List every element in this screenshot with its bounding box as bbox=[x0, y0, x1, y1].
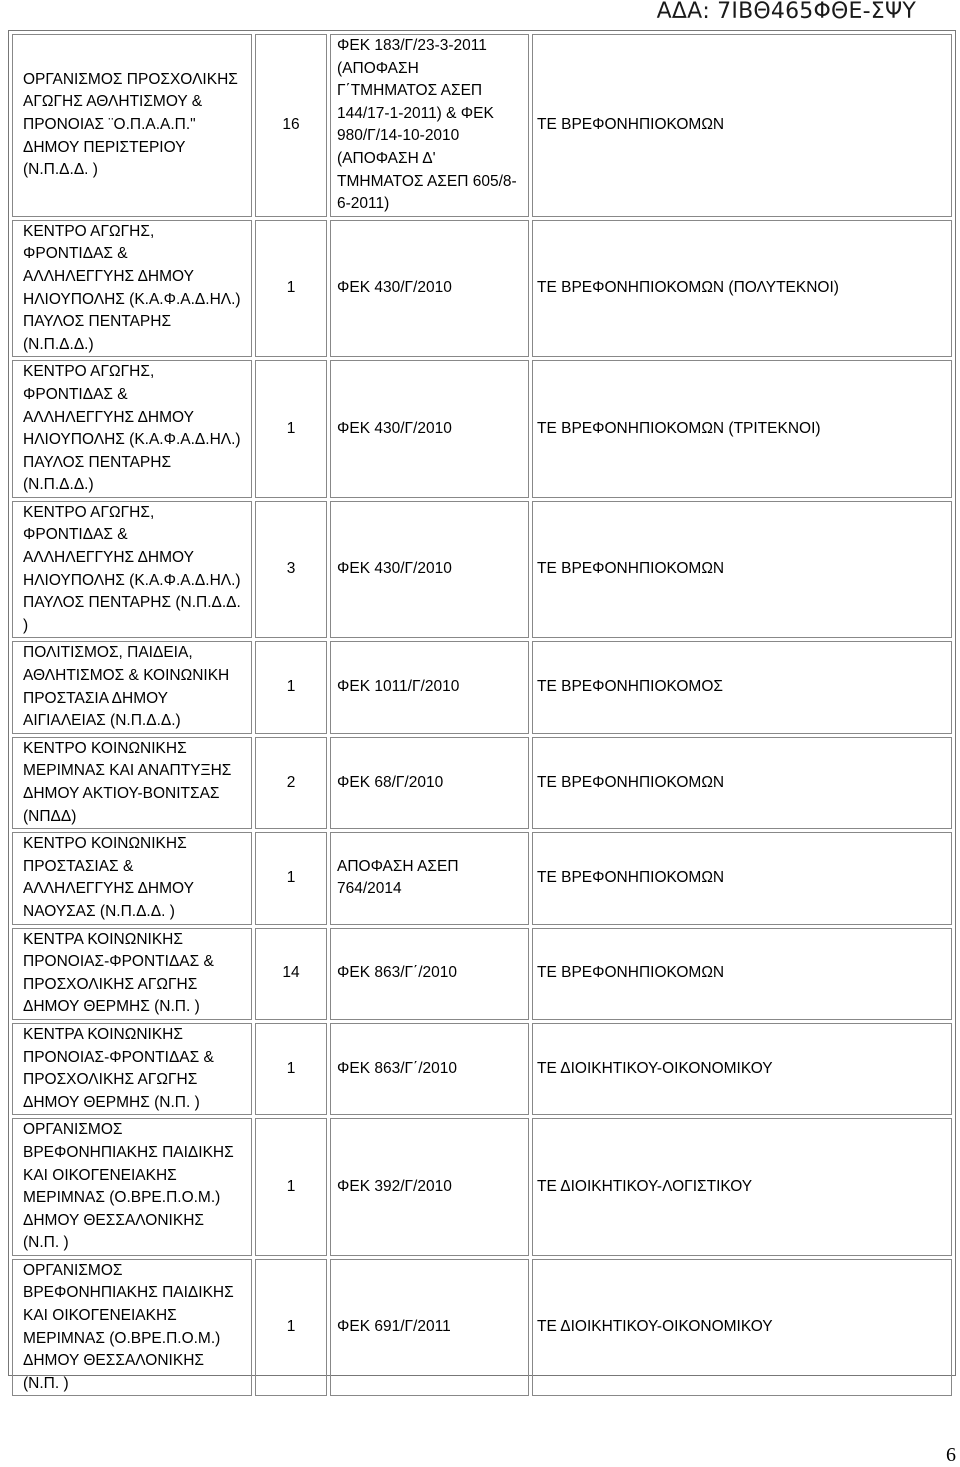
specialty-cell: ΤΕ ΔΙΟΙΚΗΤΙΚΟΥ-ΛΟΓΙΣΤΙΚΟΥ bbox=[532, 1118, 952, 1256]
positions-table bbox=[9, 31, 955, 1399]
ada-code: ΑΔΑ: 7ΙΒΘ465ΦΘΕ-ΣΨΥ bbox=[656, 0, 916, 24]
positions-cell: 1 bbox=[255, 832, 327, 924]
organization-cell: ΟΡΓΑΝΙΣΜΟΣ ΠΡΟΣΧΟΛΙΚΗΣ ΑΓΩΓΗΣ ΑΘΛΗΤΙΣΜΟΥ & ΠΡΟΝΟΙΑΣ ¨Ο.Π.Α.Α.Π." ΔΗΜΟΥ ΠΕΡΙΣΤΕΡΙΟΥ (Ν.Π.Δ.Δ. ) bbox=[12, 34, 252, 217]
table-row bbox=[12, 832, 952, 924]
fek-cell: ΦΕΚ 183/Γ/23-3-2011 (ΑΠΟΦΑΣΗ Γ΄ΤΜΗΜΑΤΟΣ ΑΣΕΠ 144/17-1-2011) & ΦΕΚ 980/Γ/14-10-2010 (ΑΠΟΦΑΣΗ Δ' ΤΜΗΜΑΤΟΣ ΑΣΕΠ 605/8-6-2011) bbox=[330, 34, 529, 217]
positions-cell: 14 bbox=[255, 928, 327, 1020]
positions-cell: 1 bbox=[255, 641, 327, 733]
organization-cell: ΟΡΓΑΝΙΣΜΟΣ ΒΡΕΦΟΝΗΠΙΑΚΗΣ ΠΑΙΔΙΚΗΣ ΚΑΙ ΟΙΚΟΓΕΝΕΙΑΚΗΣ ΜΕΡΙΜΝΑΣ (Ο.ΒΡΕ.Π.Ο.Μ.) ΔΗΜΟΥ ΘΕΣΣΑΛΟΝΙΚΗΣ (Ν.Π. ) bbox=[12, 1118, 252, 1256]
organization-cell: ΚΕΝΤΡΟ ΚΟΙΝΩΝΙΚΗΣ ΜΕΡΙΜΝΑΣ ΚΑΙ ΑΝΑΠΤΥΞΗΣ ΔΗΜΟΥ ΑΚΤΙΟΥ-ΒΟΝΙΤΣΑΣ (ΝΠΔΔ) bbox=[12, 737, 252, 829]
positions-cell: 1 bbox=[255, 1259, 327, 1397]
table-row bbox=[12, 360, 952, 498]
organization-cell: ΟΡΓΑΝΙΣΜΟΣ ΒΡΕΦΟΝΗΠΙΑΚΗΣ ΠΑΙΔΙΚΗΣ ΚΑΙ ΟΙΚΟΓΕΝΕΙΑΚΗΣ ΜΕΡΙΜΝΑΣ (Ο.ΒΡΕ.Π.Ο.Μ.) ΔΗΜΟΥ ΘΕΣΣΑΛΟΝΙΚΗΣ (Ν.Π. ) bbox=[12, 1259, 252, 1397]
table-row bbox=[12, 220, 952, 358]
organization-cell: ΠΟΛΙΤΙΣΜΟΣ, ΠΑΙΔΕΙΑ, ΑΘΛΗΤΙΣΜΟΣ & ΚΟΙΝΩΝΙΚΗ ΠΡΟΣΤΑΣΙΑ ΔΗΜΟΥ ΑΙΓΙΑΛΕΙΑΣ (Ν.Π.Δ.Δ.) bbox=[12, 641, 252, 733]
organization-cell: ΚΕΝΤΡΑ ΚΟΙΝΩΝΙΚΗΣ ΠΡΟΝΟΙΑΣ-ΦΡΟΝΤΙΔΑΣ & ΠΡΟΣΧΟΛΙΚΗΣ ΑΓΩΓΗΣ ΔΗΜΟΥ ΘΕΡΜΗΣ (Ν.Π. ) bbox=[12, 1023, 252, 1115]
fek-cell: ΦΕΚ 430/Γ/2010 bbox=[330, 501, 529, 639]
fek-cell: ΦΕΚ 1011/Γ/2010 bbox=[330, 641, 529, 733]
specialty-cell: ΤΕ ΒΡΕΦΟΝΗΠΙΟΚΟΜΟΣ bbox=[532, 641, 952, 733]
specialty-cell: ΤΕ ΒΡΕΦΟΝΗΠΙΟΚΟΜΩΝ bbox=[532, 34, 952, 217]
positions-cell: 1 bbox=[255, 360, 327, 498]
organization-cell: ΚΕΝΤΡΟ ΑΓΩΓΗΣ, ΦΡΟΝΤΙΔΑΣ & ΑΛΛΗΛΕΓΓΥΗΣ ΔΗΜΟΥ ΗΛΙΟΥΠΟΛΗΣ (Κ.Α.Φ.Α.Δ.ΗΛ.) ΠΑΥΛΟΣ ΠΕΝΤΑΡΗΣ (Ν.Π.Δ.Δ. ) bbox=[12, 501, 252, 639]
table-row bbox=[12, 928, 952, 1020]
specialty-cell: ΤΕ ΒΡΕΦΟΝΗΠΙΟΚΟΜΩΝ bbox=[532, 501, 952, 639]
fek-cell: ΦΕΚ 863/Γ΄/2010 bbox=[330, 1023, 529, 1115]
fek-cell: ΦΕΚ 863/Γ΄/2010 bbox=[330, 928, 529, 1020]
specialty-cell: ΤΕ ΒΡΕΦΟΝΗΠΙΟΚΟΜΩΝ bbox=[532, 832, 952, 924]
table-row bbox=[12, 737, 952, 829]
specialty-cell: ΤΕ ΔΙΟΙΚΗΤΙΚΟΥ-ΟΙΚΟΝΟΜΙΚΟΥ bbox=[532, 1023, 952, 1115]
organization-cell: ΚΕΝΤΡΑ ΚΟΙΝΩΝΙΚΗΣ ΠΡΟΝΟΙΑΣ-ΦΡΟΝΤΙΔΑΣ & ΠΡΟΣΧΟΛΙΚΗΣ ΑΓΩΓΗΣ ΔΗΜΟΥ ΘΕΡΜΗΣ (Ν.Π. ) bbox=[12, 928, 252, 1020]
positions-cell: 16 bbox=[255, 34, 327, 217]
fek-cell: ΦΕΚ 68/Γ/2010 bbox=[330, 737, 529, 829]
fek-cell: ΦΕΚ 691/Γ/2011 bbox=[330, 1259, 529, 1397]
table-row bbox=[12, 501, 952, 639]
fek-cell: ΑΠΟΦΑΣΗ ΑΣΕΠ 764/2014 bbox=[330, 832, 529, 924]
page-number: 6 bbox=[946, 1444, 956, 1466]
fek-cell: ΦΕΚ 430/Γ/2010 bbox=[330, 360, 529, 498]
table-row bbox=[12, 1259, 952, 1397]
positions-cell: 1 bbox=[255, 220, 327, 358]
table-row bbox=[12, 34, 952, 217]
positions-cell: 3 bbox=[255, 501, 327, 639]
positions-cell: 1 bbox=[255, 1118, 327, 1256]
table-row bbox=[12, 641, 952, 733]
specialty-cell: ΤΕ ΒΡΕΦΟΝΗΠΙΟΚΟΜΩΝ (ΠΟΛΥΤΕΚΝΟΙ) bbox=[532, 220, 952, 358]
organization-cell: ΚΕΝΤΡΟ ΚΟΙΝΩΝΙΚΗΣ ΠΡΟΣΤΑΣΙΑΣ & ΑΛΛΗΛΕΓΓΥΗΣ ΔΗΜΟΥ ΝΑΟΥΣΑΣ (Ν.Π.Δ.Δ. ) bbox=[12, 832, 252, 924]
table-row bbox=[12, 1023, 952, 1115]
organization-cell: ΚΕΝΤΡΟ ΑΓΩΓΗΣ, ΦΡΟΝΤΙΔΑΣ & ΑΛΛΗΛΕΓΓΥΗΣ ΔΗΜΟΥ ΗΛΙΟΥΠΟΛΗΣ (Κ.Α.Φ.Α.Δ.ΗΛ.) ΠΑΥΛΟΣ ΠΕΝΤΑΡΗΣ (Ν.Π.Δ.Δ.) bbox=[12, 360, 252, 498]
positions-table-frame bbox=[8, 30, 956, 1392]
specialty-cell: ΤΕ ΒΡΕΦΟΝΗΠΙΟΚΟΜΩΝ bbox=[532, 737, 952, 829]
positions-cell: 2 bbox=[255, 737, 327, 829]
fek-cell: ΦΕΚ 392/Γ/2010 bbox=[330, 1118, 529, 1256]
table-row bbox=[12, 1118, 952, 1256]
fek-cell: ΦΕΚ 430/Γ/2010 bbox=[330, 220, 529, 358]
organization-cell: ΚΕΝΤΡΟ ΑΓΩΓΗΣ, ΦΡΟΝΤΙΔΑΣ & ΑΛΛΗΛΕΓΓΥΗΣ ΔΗΜΟΥ ΗΛΙΟΥΠΟΛΗΣ (Κ.Α.Φ.Α.Δ.ΗΛ.) ΠΑΥΛΟΣ ΠΕΝΤΑΡΗΣ (Ν.Π.Δ.Δ.) bbox=[12, 220, 252, 358]
specialty-cell: ΤΕ ΒΡΕΦΟΝΗΠΙΟΚΟΜΩΝ (ΤΡΙΤΕΚΝΟΙ) bbox=[532, 360, 952, 498]
specialty-cell: ΤΕ ΔΙΟΙΚΗΤΙΚΟΥ-ΟΙΚΟΝΟΜΙΚΟΥ bbox=[532, 1259, 952, 1397]
positions-cell: 1 bbox=[255, 1023, 327, 1115]
specialty-cell: ΤΕ ΒΡΕΦΟΝΗΠΙΟΚΟΜΩΝ bbox=[532, 928, 952, 1020]
